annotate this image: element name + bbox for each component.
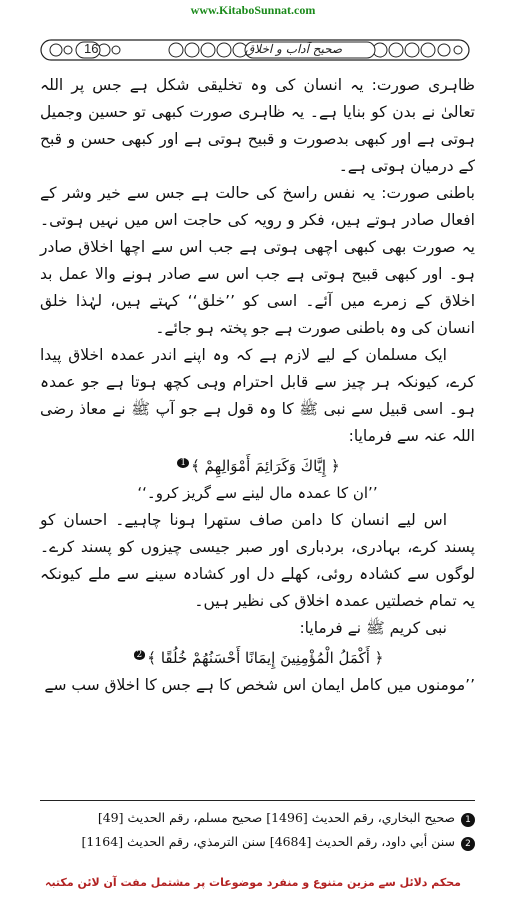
footnote-divider xyxy=(40,800,475,801)
footnote-text: صحيح البخاري، رقم الحديث [1496] صحيح مسلم، رقم الحديث [49] xyxy=(97,810,455,825)
footnotes xyxy=(40,806,475,854)
hadith-2-text: ﴿ أَكْمَلُ الْمُؤْمِنِينَ إِيمَانًا أَحْسَنُهُمْ خُلُقًا ﴾ xyxy=(147,649,384,667)
page-number: 16 xyxy=(84,41,99,56)
hadith-2-translation: ’’مومنوں میں کامل ایمان اس شخص کا ہے جس کا اخلاق سب سے xyxy=(44,676,475,694)
paragraph-inner-form: باطنی صورت: یہ نفس راسخ کی حالت ہے جس سے خیر وشر کے افعال صادر ہوتے ہیں، فکر و رویہ کی حاجت اس میں نہیں ہوتی۔ یہ صورت بھی کبھی اچھی ہوتی ہے جب اس سے اچھا اخلاق صادر ہو۔ اور کبھی قبیح ہوتی ہے جب اس سے صادر ہونے والا عمل بد اخلاق کے زمرے میں آئے۔ اسی کو ’’خلق‘‘ کہتے ہیں، لہٰذا خلق انسان کی وہ باطنی صورت ہے جو پختہ ہو جائے۔ xyxy=(40,184,475,337)
paragraph-muslim-character: ایک مسلمان کے لیے لازم ہے کہ وہ اپنے اندر عمدہ اخلاق پیدا کرے، کیونکہ ہر چیز سے قابل احترام وہی کچھ ہوتا ہے جو عمدہ ہو۔ اسی قبیل سے نبی ﷺ کا وہ قول ہے جو آپ ﷺ نے معاذ رضی اللہ عنہ سے فرمایا: xyxy=(40,346,475,445)
footnote-number: 2 xyxy=(461,837,475,851)
site-url[interactable]: www.KitaboSunnat.com xyxy=(190,3,316,17)
hadith-1-text: ﴿ إِيَّاكَ وَكَرَائِمَ أَمْوَالِهِمْ ﴾ xyxy=(191,457,340,475)
paragraph-outer-form: ظاہری صورت: یہ انسان کی وہ تخلیقی شکل ہے جس پر اللہ تعالیٰ نے بدن کو بنایا ہے۔ یہ ظاہری صورت کبھی تو حسین وجمیل ہوتی ہے اور کبھی بدصورت و قبیح ہوتی ہے اور کبھی حسن و قبح کے درمیان ہوتی ہے۔ xyxy=(40,76,475,175)
footnote-marker-2[interactable]: 2 xyxy=(134,650,146,660)
footnote-1 xyxy=(40,806,475,830)
running-title: صحیح آداب و اخلاق xyxy=(245,42,343,56)
footnote-number: 1 xyxy=(461,813,475,827)
footnote-2 xyxy=(40,830,475,854)
hadith-1-arabic xyxy=(40,450,475,480)
footnote-text: سنن أبي داود، رقم الحديث [4684] سنن الترمذي، رقم الحديث [1164] xyxy=(81,834,455,849)
main-text xyxy=(40,72,475,699)
paragraph-good-traits: اس لیے انسان کا دامن صاف ستھرا ہونا چاہیے۔ احسان کو پسند کرے، بہادری، بردباری اور صبر جیسی چیزوں کو پسند کرے۔ لوگوں سے کشادہ روئی، کھلے دل اور کشادہ سینے سے ملے کیونکہ یہ تمام خصلتیں عمدہ اخلاق کی نظیر ہیں۔ xyxy=(40,511,475,610)
footnote-marker-1[interactable]: 1 xyxy=(177,458,189,468)
library-banner[interactable]: محکم دلائل سے مزین متنوع و منفرد موضوعات پر مشتمل مفت آن لائن مکتبہ xyxy=(45,876,461,889)
paragraph-prophet-said: نبی کریم ﷺ نے فرمایا: xyxy=(299,619,447,637)
hadith-1-translation: ’’ان کا عمدہ مال لینے سے گریز کرو۔‘‘ xyxy=(137,484,378,502)
hadith-2-arabic xyxy=(40,642,475,672)
